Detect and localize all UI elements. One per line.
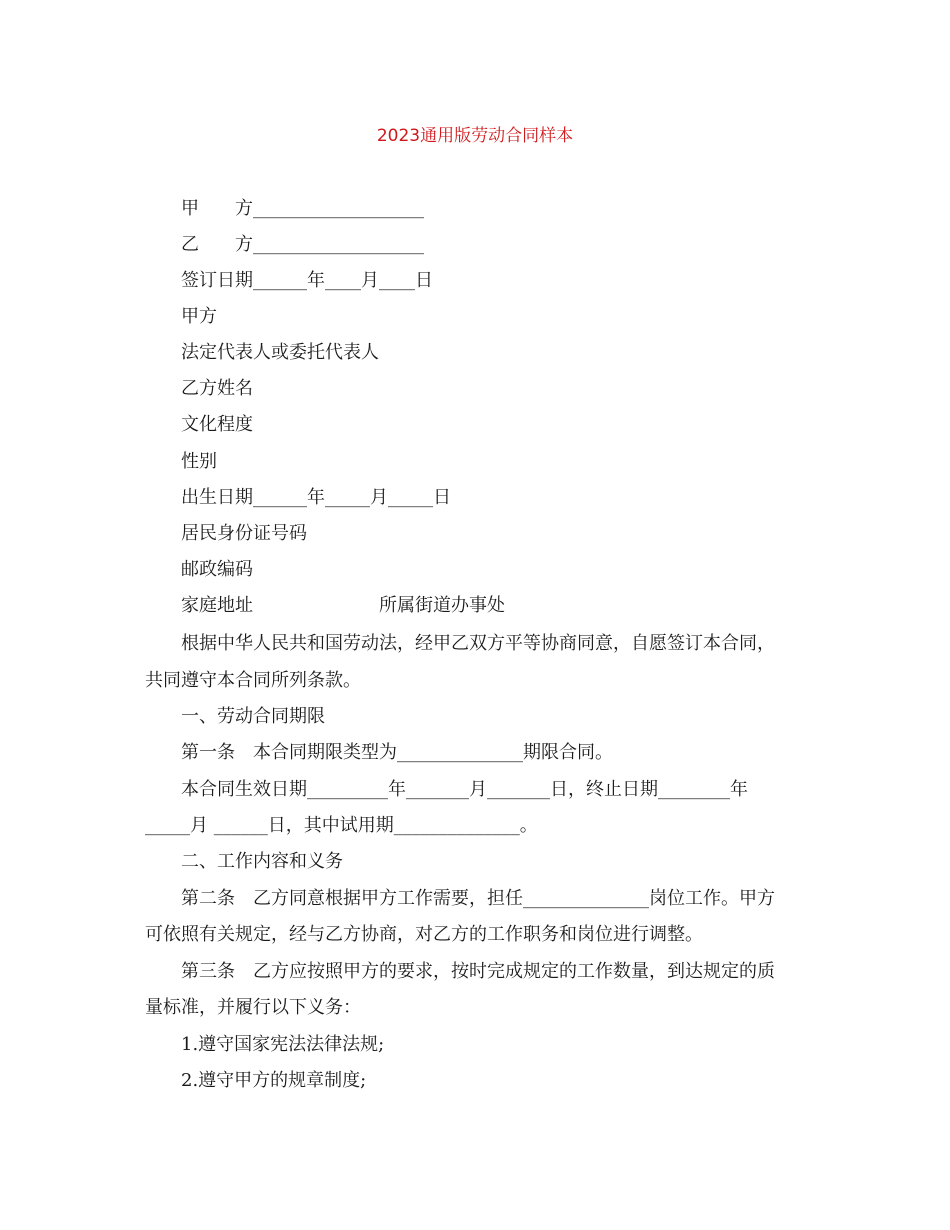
article-1: 第一条 本合同期限类型为______________期限合同。 [181,742,613,763]
article-3-line-1: 第三条 乙方应按照甲方的要求，按时完成规定的工作数量，到达规定的质 [181,961,775,982]
postal-code-field: 邮政编码 [181,559,253,580]
effective-date-line-2: _____月 ______日，其中试用期______________。 [145,815,538,836]
article-3-line-2: 量标准，并履行以下义务： [145,997,361,1018]
preamble-line-2: 共同遵守本合同所列条款。 [145,670,361,691]
article-2-line-1: 第二条 乙方同意根据甲方工作需要，担任______________岗位工作。甲方 [181,888,775,909]
section-2-heading: 二、工作内容和义务 [181,851,343,872]
obligation-item-1: 1.遵守国家宪法法律法规; [181,1034,385,1055]
party-a-field: 甲方 [181,306,217,327]
preamble-line-1: 根据中华人民共和国劳动法，经甲乙双方平等协商同意，自愿签订本合同， [181,633,775,654]
signing-date-line: 签订日期______年____月____日 [181,270,433,291]
gender-field: 性别 [181,451,217,472]
birth-date-field: 出生日期______年_____月_____日 [181,487,451,508]
id-number-field: 居民身份证号码 [181,523,307,544]
effective-date-line-1: 本合同生效日期_________年_______月_______日，终止日期________年 [181,779,748,800]
home-address-field: 家庭地址 所属街道办事处 [181,595,505,616]
obligation-item-2: 2.遵守甲方的规章制度; [181,1070,367,1091]
legal-representative-field: 法定代表人或委托代表人 [181,342,379,363]
party-b-name-field: 乙方姓名 [181,378,253,399]
education-field: 文化程度 [181,414,253,435]
section-1-heading: 一、劳动合同期限 [181,706,325,727]
party-b-line: 乙 方___________________ [181,234,424,255]
party-a-line: 甲 方___________________ [181,198,424,219]
document-title: 2023通用版劳动合同样本 [376,126,574,146]
article-2-line-2: 可依照有关规定，经与乙方协商，对乙方的工作职务和岗位进行调整。 [145,924,703,945]
